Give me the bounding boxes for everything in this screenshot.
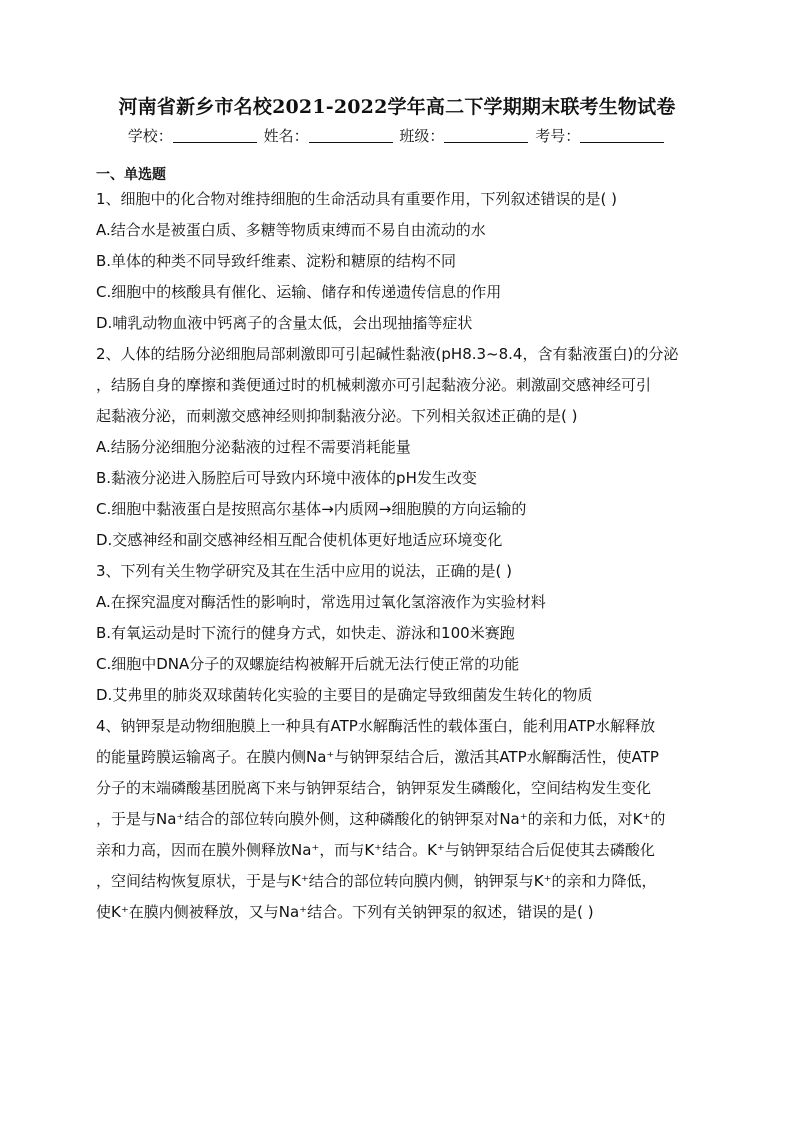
question-line: ，于是与Na⁺结合的部位转向膜外侧，这种磷酸化的钠钾泵对Na⁺的亲和力低，对K⁺的 bbox=[96, 810, 666, 828]
question-line: 使K⁺在膜内侧被释放，又与Na⁺结合。下列有关钠钾泵的叙述，错误的是( ) bbox=[96, 903, 594, 921]
option-line: A.在探究温度对酶活性的影响时，常选用过氧化氢溶液作为实验材料 bbox=[96, 593, 546, 611]
option-line: A.结肠分泌细胞分泌黏液的过程不需要消耗能量 bbox=[96, 438, 411, 456]
name-blank bbox=[309, 128, 393, 143]
school-label: 学校： bbox=[127, 127, 173, 145]
school-blank bbox=[173, 128, 257, 143]
question-line: ，结肠自身的摩擦和粪便通过时的机械刺激亦可引起黏液分泌。刺激副交感神经可引 bbox=[96, 376, 652, 394]
option-line: D.艾弗里的肺炎双球菌转化实验的主要目的是确定导致细菌发生转化的物质 bbox=[96, 686, 593, 704]
exam-number-label: 考号： bbox=[535, 127, 581, 145]
class-label: 班级： bbox=[399, 127, 445, 145]
section-heading: 一、单选题 bbox=[96, 167, 166, 183]
question-line: 4、钠钾泵是动物细胞膜上一种具有ATP水解酶活性的载体蛋白，能利用ATP水解释放 bbox=[96, 717, 656, 735]
option-line: C.细胞中的核酸具有催化、运输、储存和传递遗传信息的作用 bbox=[96, 283, 502, 301]
question-line: 分子的末端磷酸基团脱离下来与钠钾泵结合，钠钾泵发生磷酸化，空间结构发生变化 bbox=[96, 779, 652, 797]
student-info-row bbox=[0, 125, 794, 146]
option-line: D.交感神经和副交感神经相互配合使机体更好地适应环境变化 bbox=[96, 531, 503, 549]
question-line: 起黏液分泌，而刺激交感神经则抑制黏液分泌。下列相关叙述正确的是( ) bbox=[96, 407, 578, 425]
option-line: D.哺乳动物血液中钙离子的含量太低，会出现抽搐等症状 bbox=[96, 314, 473, 332]
question-line: 的能量跨膜运输离子。在膜内侧Na⁺与钠钾泵结合后，激活其ATP水解酶活性，使ATP bbox=[96, 748, 659, 766]
option-line: C.细胞中黏液蛋白是按照高尔基体→内质网→细胞膜的方向运输的 bbox=[96, 500, 527, 518]
question-line: ，空间结构恢复原状，于是与K⁺结合的部位转向膜内侧，钠钾泵与K⁺的亲和力降低， bbox=[96, 872, 657, 890]
question-line: 亲和力高，因而在膜外侧释放Na⁺，而与K⁺结合。K⁺与钠钾泵结合后促使其去磷酸化 bbox=[96, 841, 655, 859]
exam-number-blank bbox=[580, 128, 664, 143]
name-label: 姓名： bbox=[263, 127, 309, 145]
class-blank bbox=[444, 128, 528, 143]
option-line: B.有氧运动是时下流行的健身方式，如快走、游泳和100米赛跑 bbox=[96, 624, 515, 642]
question-line: 3、下列有关生物学研究及其在生活中应用的说法，正确的是( ) bbox=[96, 562, 513, 580]
option-line: B.单体的种类不同导致纤维素、淀粉和糖原的结构不同 bbox=[96, 252, 457, 270]
option-line: C.细胞中DNA分子的双螺旋结构被解开后就无法行使正常的功能 bbox=[96, 655, 520, 673]
question-line: 2、人体的结肠分泌细胞局部刺激即可引起碱性黏液(pH8.3~8.4，含有黏液蛋白)的分泌 bbox=[96, 345, 679, 363]
question-line: 1、细胞中的化合物对维持细胞的生命活动具有重要作用，下列叙述错误的是( ) bbox=[96, 190, 618, 208]
page-title: 河南省新乡市名校2021-2022学年高二下学期期末联考生物试卷 bbox=[118, 96, 676, 118]
option-line: B.黏液分泌进入肠腔后可导致内环境中液体的pH发生改变 bbox=[96, 469, 477, 487]
option-line: A.结合水是被蛋白质、多糖等物质束缚而不易自由流动的水 bbox=[96, 221, 486, 239]
